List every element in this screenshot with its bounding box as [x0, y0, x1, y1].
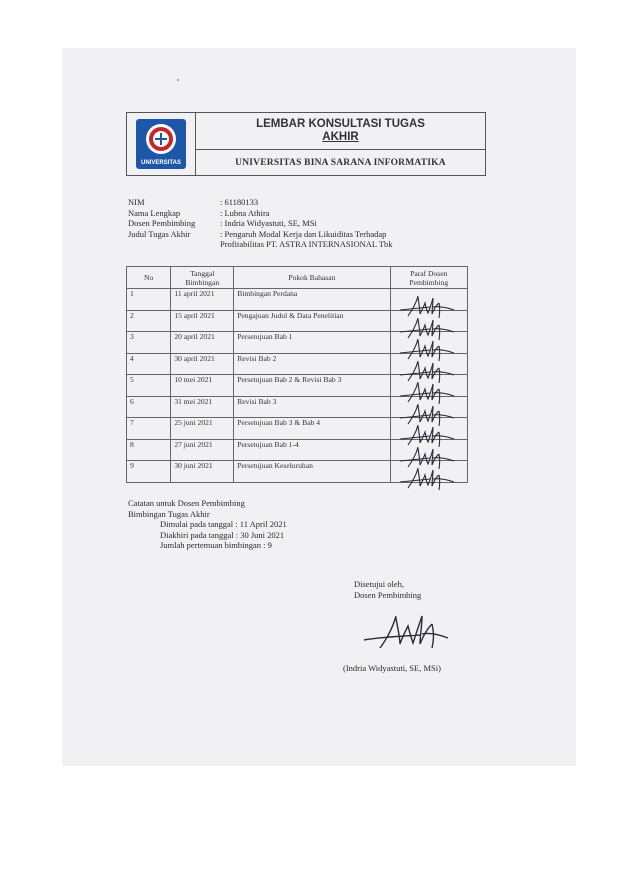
- cell-no: 2: [127, 310, 171, 332]
- cell-topic: Pengajuan Judul & Data Penelitian: [234, 310, 390, 332]
- table-row: [127, 461, 468, 483]
- cell-date: 30 juni 2021: [171, 461, 234, 483]
- signer-name: (Indria Widyastuti, SE, MSi): [343, 663, 441, 673]
- document-sheet: [62, 48, 576, 766]
- cell-date: 30 april 2021: [171, 353, 234, 375]
- table-row: [127, 439, 468, 461]
- notes-start-date: Dimulai pada tanggal : 11 April 2021: [160, 519, 287, 529]
- notes-meeting-count: Jumlah pertemuan bimbingan : 9: [160, 540, 272, 550]
- paraf-signature: [397, 466, 459, 492]
- cell-no: 9: [127, 461, 171, 483]
- info-value: : Indria Widyastuti, SE, MSi: [220, 218, 317, 228]
- cell-no: 5: [127, 375, 171, 397]
- table-row: [127, 310, 468, 332]
- info-row-supervisor: [128, 218, 490, 229]
- cell-date: 27 juni 2021: [171, 439, 234, 461]
- form-title: [196, 113, 485, 150]
- table-row: [127, 353, 468, 375]
- notes-line-1: Catatan untuk Dosen Pembimbing: [128, 498, 245, 508]
- info-label: NIM: [128, 197, 145, 207]
- info-value: Profitabilitas PT. ASTRA INTERNASIONAL Tbk: [220, 239, 393, 249]
- info-row-thesis-title-cont: [128, 239, 490, 250]
- info-row-thesis-title: [128, 229, 490, 240]
- table-row: [127, 396, 468, 418]
- cell-paraf: [390, 418, 467, 440]
- header-paraf-line-1: Paraf Dosen: [410, 268, 448, 278]
- cell-paraf: [390, 332, 467, 354]
- header-paraf-line-2: Pembimbing: [409, 277, 449, 287]
- info-row-name: [128, 208, 490, 219]
- document-header: [126, 112, 486, 176]
- cell-date: 10 mei 2021: [171, 375, 234, 397]
- table-row: [127, 289, 468, 311]
- cell-topic: Persetujuan Bab 3 & Bab 4: [234, 418, 390, 440]
- cell-no: 6: [127, 396, 171, 418]
- cell-date: 15 april 2021: [171, 310, 234, 332]
- table-row: [127, 418, 468, 440]
- cell-paraf: [390, 375, 467, 397]
- header-paraf: [390, 267, 467, 289]
- approval-line-2: Dosen Pembimbing: [354, 589, 422, 600]
- university-logo: [135, 118, 187, 170]
- info-row-nim: [128, 197, 490, 208]
- cell-topic: Persetujuan Bab 2 & Revisi Bab 3: [234, 375, 390, 397]
- info-label: Judul Tugas Akhir: [128, 228, 191, 239]
- cell-topic: Bimbingan Perdana: [234, 289, 390, 311]
- info-value: : 61180133: [220, 197, 259, 207]
- info-label: [128, 239, 220, 250]
- cell-paraf: [390, 439, 467, 461]
- table-row: [127, 375, 468, 397]
- cell-date: 25 juni 2021: [171, 418, 234, 440]
- logo-cell: [127, 113, 196, 175]
- speck: [177, 79, 179, 81]
- student-info: [128, 197, 490, 250]
- cell-no: 1: [127, 289, 171, 311]
- university-name: UNIVERSITAS BINA SARANA INFORMATIKA: [235, 157, 446, 168]
- notes-line-2: Bimbingan Tugas Akhir: [128, 508, 210, 519]
- cell-paraf: [390, 353, 467, 375]
- cell-no: 7: [127, 418, 171, 440]
- title-line-2: AKHIR: [322, 131, 359, 143]
- info-label: Nama Lengkap: [128, 207, 181, 218]
- title-cell: [196, 113, 485, 175]
- cell-topic: Revisi Bab 2: [234, 353, 390, 375]
- table-body: [127, 289, 468, 483]
- cell-date: 31 mei 2021: [171, 396, 234, 418]
- consultation-table: [126, 266, 468, 483]
- cell-no: 8: [127, 439, 171, 461]
- cell-no: 3: [127, 332, 171, 354]
- notes-end-date: Diakhiri pada tanggal : 30 Juni 2021: [160, 529, 285, 540]
- table-row: [127, 332, 468, 354]
- header-date-line-1: Tanggal: [190, 268, 215, 278]
- approval-block: [354, 579, 421, 600]
- header-date: [171, 267, 234, 289]
- header-topic: Pokok Bahasan: [234, 267, 390, 289]
- info-value: : Pengaruh Modal Kerja dan Likuiditas Terhadap: [220, 228, 387, 239]
- cell-topic: Revisi Bab 3: [234, 396, 390, 418]
- cell-paraf: [390, 396, 467, 418]
- info-label: Dosen Pembimbing: [128, 218, 196, 228]
- cell-date: 11 april 2021: [171, 289, 234, 311]
- table-header-row: [127, 267, 468, 289]
- cell-topic: Persetujuan Bab 1: [234, 332, 390, 354]
- cell-no: 4: [127, 353, 171, 375]
- cell-paraf: [390, 289, 467, 311]
- info-value: : Lubna Athira: [220, 207, 270, 218]
- header-no: No: [127, 267, 171, 289]
- supervisor-signature: [362, 610, 452, 654]
- notes-block: [128, 498, 287, 551]
- title-line-1: LEMBAR KONSULTASI TUGAS: [256, 118, 425, 130]
- cell-paraf: [390, 461, 467, 483]
- cell-date: 20 april 2021: [171, 332, 234, 354]
- logo-text: UNIVERSITAS: [141, 160, 181, 166]
- approval-line-1: Disetujui oleh,: [354, 579, 405, 589]
- cell-topic: Persetujuan Keseluruhan: [234, 461, 390, 483]
- cell-topic: Persetujuan Bab 1-4: [234, 439, 390, 461]
- cell-paraf: [390, 310, 467, 332]
- header-date-line-2: Bimbingan: [185, 277, 220, 287]
